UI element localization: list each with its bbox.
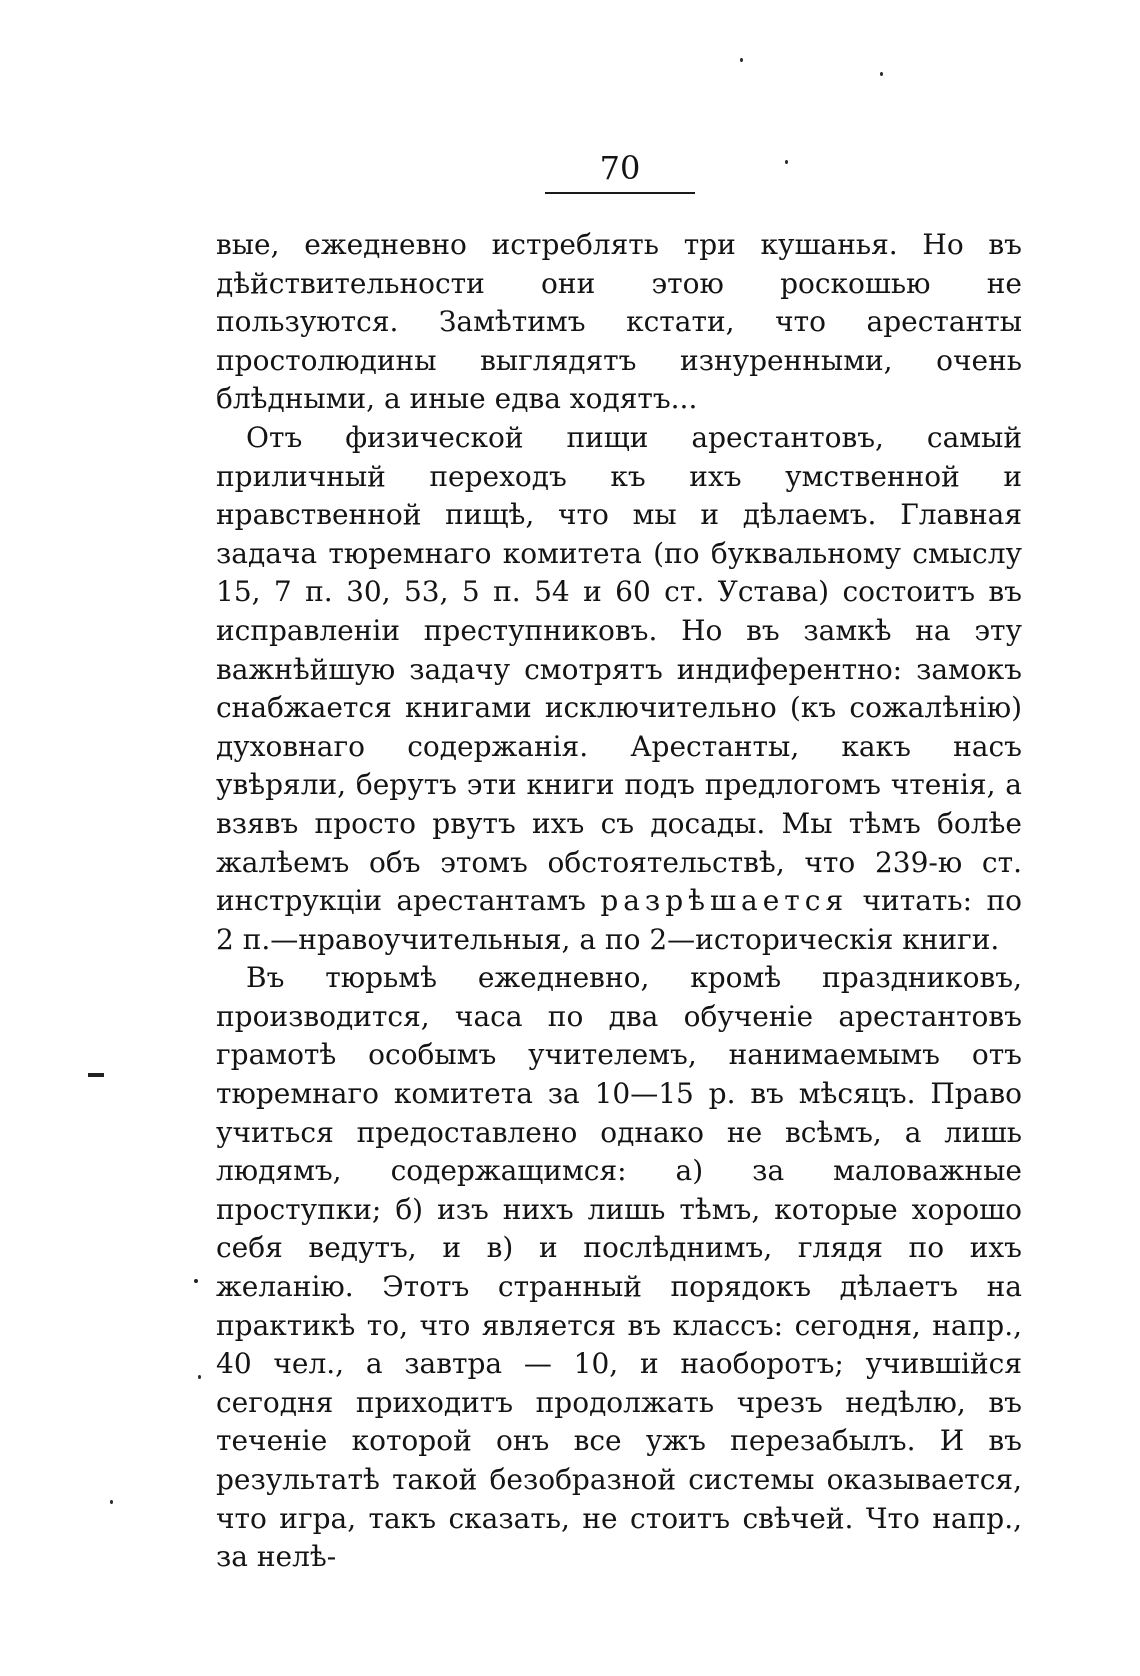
paragraph: Въ тюрьмѣ ежедневно, кромѣ праздниковъ, производится, часа по два обученіе арестантовъ грамотѣ особымъ учителемъ, нанимаемымъ отъ тюремнаго комитета за 10—15 р. въ мѣсяцъ. Право учиться предоставлено однако не всѣмъ, а лишь людямъ, содержащимся: а) за маловажные проступки; б) изъ нихъ лишь тѣмъ, которые хорошо себя ведутъ, и в) и послѣднимъ, глядя по ихъ желанію. Этотъ странный порядокъ дѣлаетъ на практикѣ то, что является въ классъ: сегодня, напр., 40 чел., а завтра — 10, и наоборотъ; учившійся сегодня приходитъ продолжать чрезъ недѣлю, въ теченіе которой онъ все ужъ перезабылъ. И въ результатѣ такой безобразной системы оказывается, что игра, такъ сказать, не стоитъ свѣчей. Что напр., за нелѣ-: [216, 961, 1022, 1574]
paragraph-text: читать: по 2 п.—нравоучительныя, а по 2—историческія книги.: [216, 884, 1022, 956]
emphasized-word: разрѣшается: [600, 884, 849, 918]
margin-dot-mark: [194, 1279, 198, 1283]
scan-speck: [785, 160, 788, 164]
scan-speck: [110, 1500, 113, 1504]
margin-dash-mark: [88, 1073, 104, 1077]
body-text: [216, 226, 1022, 1577]
paragraph: вые, ежедневно истреблять три кушанья. Но въ дѣйствительности они этою роскошью не пользуются. Замѣтимъ кстати, что арестанты простолюдины выглядятъ изнуренными, очень блѣдными, а иные едва ходятъ...: [216, 228, 1022, 416]
page-number: 70: [599, 149, 641, 187]
paragraph: [216, 419, 1022, 959]
paragraph-text: Отъ физической пищи арестантовъ, самый приличный переходъ къ ихъ умственной и нравственной пищѣ, что мы и дѣлаемъ. Главная задача тюремнаго комитета (по буквальному смыслу 15, 7 п. 30, 53, 5 п. 54 и 60 ст. Устава) состоитъ въ исправленіи преступниковъ. Но въ замкѣ на эту важнѣйшую задачу смотрятъ индиферентно: замокъ снабжается книгами исключительно (къ сожалѣнію) духовнаго содержанія. Арестанты, какъ насъ увѣряли, берутъ эти книги подъ предлогомъ чтенія, а взявъ просто рвутъ ихъ съ досады. Мы тѣмъ болѣе жалѣемъ объ этомъ обстоятельствѣ, что 239-ю ст. инструкціи арестантамъ: [216, 420, 1022, 918]
scan-speck: [880, 72, 883, 76]
scan-speck: [198, 1375, 201, 1379]
scan-speck: [740, 58, 743, 62]
header-rule: [545, 192, 695, 194]
